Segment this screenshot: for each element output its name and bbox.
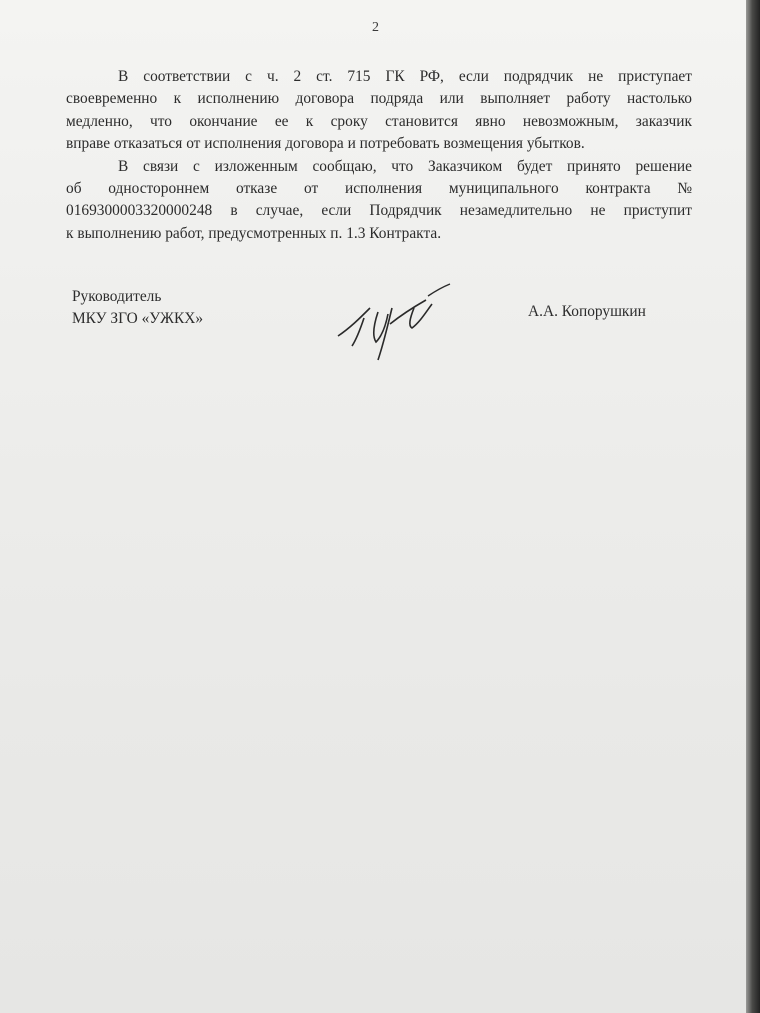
paragraph-2-line: В связи с изложенным сообщаю, что Заказчиком будет принято решение xyxy=(118,157,692,175)
signatory-organization: МКУ ЗГО «УЖКХ» xyxy=(72,310,204,327)
paragraph-1-line: В соответствии с ч. 2 ст. 715 ГК РФ, если подрядчик не приступает xyxy=(118,68,692,85)
page-edge-shadow xyxy=(746,0,760,1013)
paragraph-2-line: 0169300003320000248 в случае, если Подрядчик незамедлительно не приступит xyxy=(66,202,692,220)
paragraph-1-line: медленно, что окончание ее к сроку становится явно невозможным, заказчик xyxy=(66,112,692,130)
paragraph-2-line: об одностороннем отказе от исполнения муниципального контракта № xyxy=(66,180,692,198)
letter-body xyxy=(66,66,692,245)
paragraph-1-line: своевременно к исполнению договора подряда или выполняет работу настолько xyxy=(66,90,692,108)
signatory-position: Руководитель xyxy=(72,288,162,305)
page-number: 2 xyxy=(372,20,379,35)
paragraph-2-line: к выполнению работ, предусмотренных п. 1.3 Контракта. xyxy=(66,224,442,242)
paragraph-1-line: вправе отказаться от исполнения договора и потребовать возмещения убытков. xyxy=(66,135,585,153)
signatory-title-block xyxy=(72,286,203,330)
handwritten-signature xyxy=(330,278,470,368)
signatory-name: А.А. Копорушкин xyxy=(528,303,646,320)
